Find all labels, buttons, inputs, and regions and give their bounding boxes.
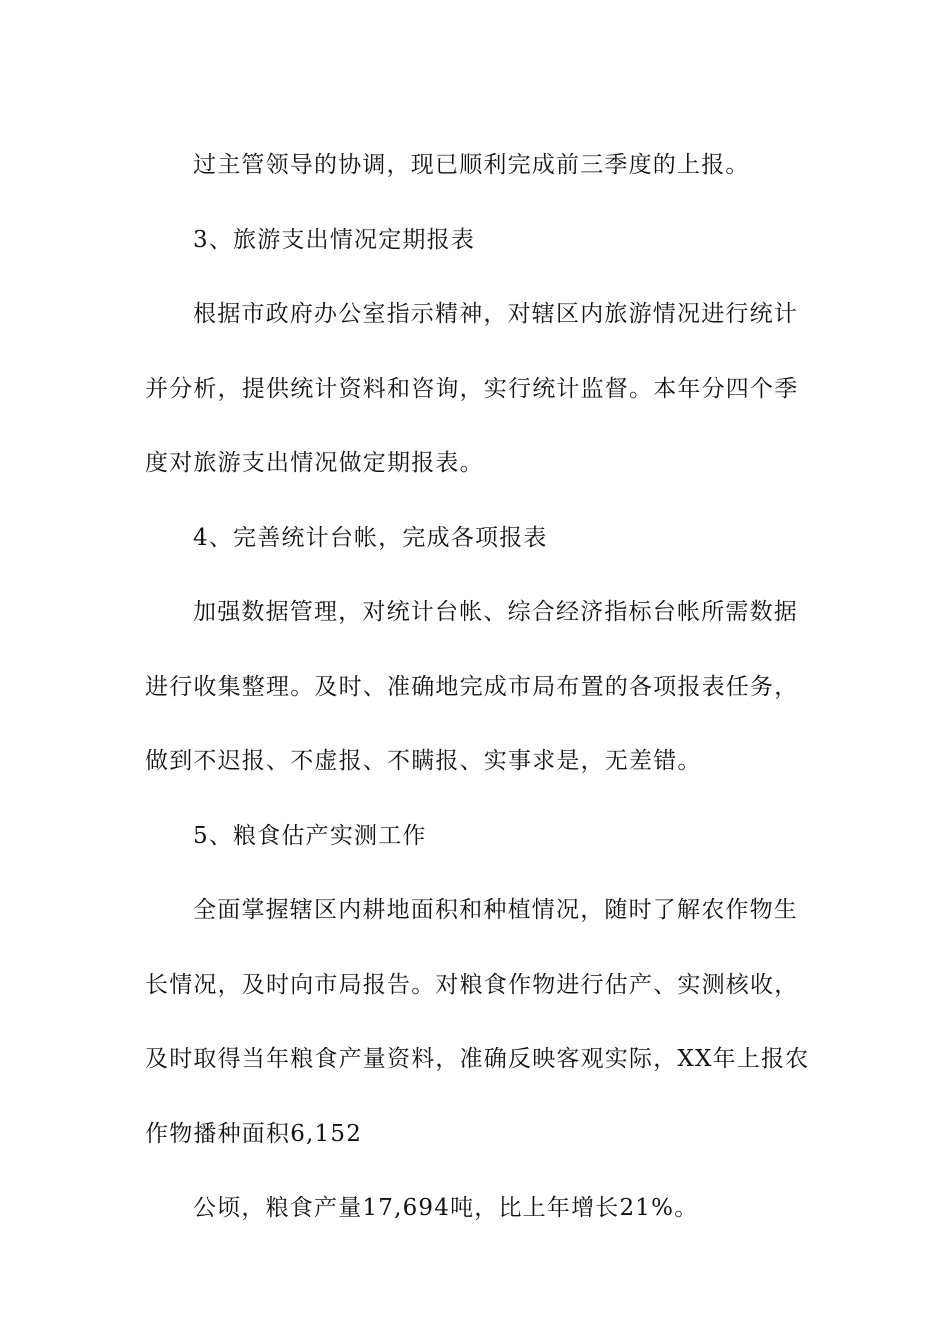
paragraph-line: 做到不迟报、不虚报、不瞒报、实事求是，无差错。 (145, 748, 702, 774)
paragraph-line: 根据市政府办公室指示精神，对辖区内旅游情况进行统计 (193, 301, 798, 327)
document-body (145, 128, 815, 1246)
paragraph-line: 长情况，及时向市局报告。对粮食作物进行估产、实测核收， (145, 971, 799, 998)
paragraph-line: 过主管领导的协调，现已顺利完成前三季度的上报。 (193, 152, 750, 178)
paragraph-line: 及时取得当年粮食产量资料，准确反映客观实际，XX年上报农 (145, 1046, 810, 1072)
section-heading: 5、粮食估产实测工作 (193, 822, 427, 849)
paragraph-line: 作物播种面积6,152 (145, 1120, 363, 1147)
paragraph-line: 公顷，粮食产量17,694吨，比上年增长21%。 (193, 1195, 699, 1221)
paragraph-line: 全面掌握辖区内耕地面积和种植情况，随时了解农作物生 (193, 897, 798, 923)
section-heading: 4、完善统计台帐，完成各项报表 (193, 524, 548, 551)
paragraph-line: 加强数据管理，对统计台帐、综合经济指标台帐所需数据 (193, 599, 798, 625)
paragraph-line: 度对旅游支出情况做定期报表。 (145, 450, 484, 476)
paragraph-line: 并分析，提供统计资料和咨询，实行统计监督。本年分四个季 (145, 375, 799, 402)
section-heading: 3、旅游支出情况定期报表 (193, 226, 476, 253)
paragraph-line: 进行收集整理。及时、准确地完成市局布置的各项报表任务， (145, 673, 799, 700)
